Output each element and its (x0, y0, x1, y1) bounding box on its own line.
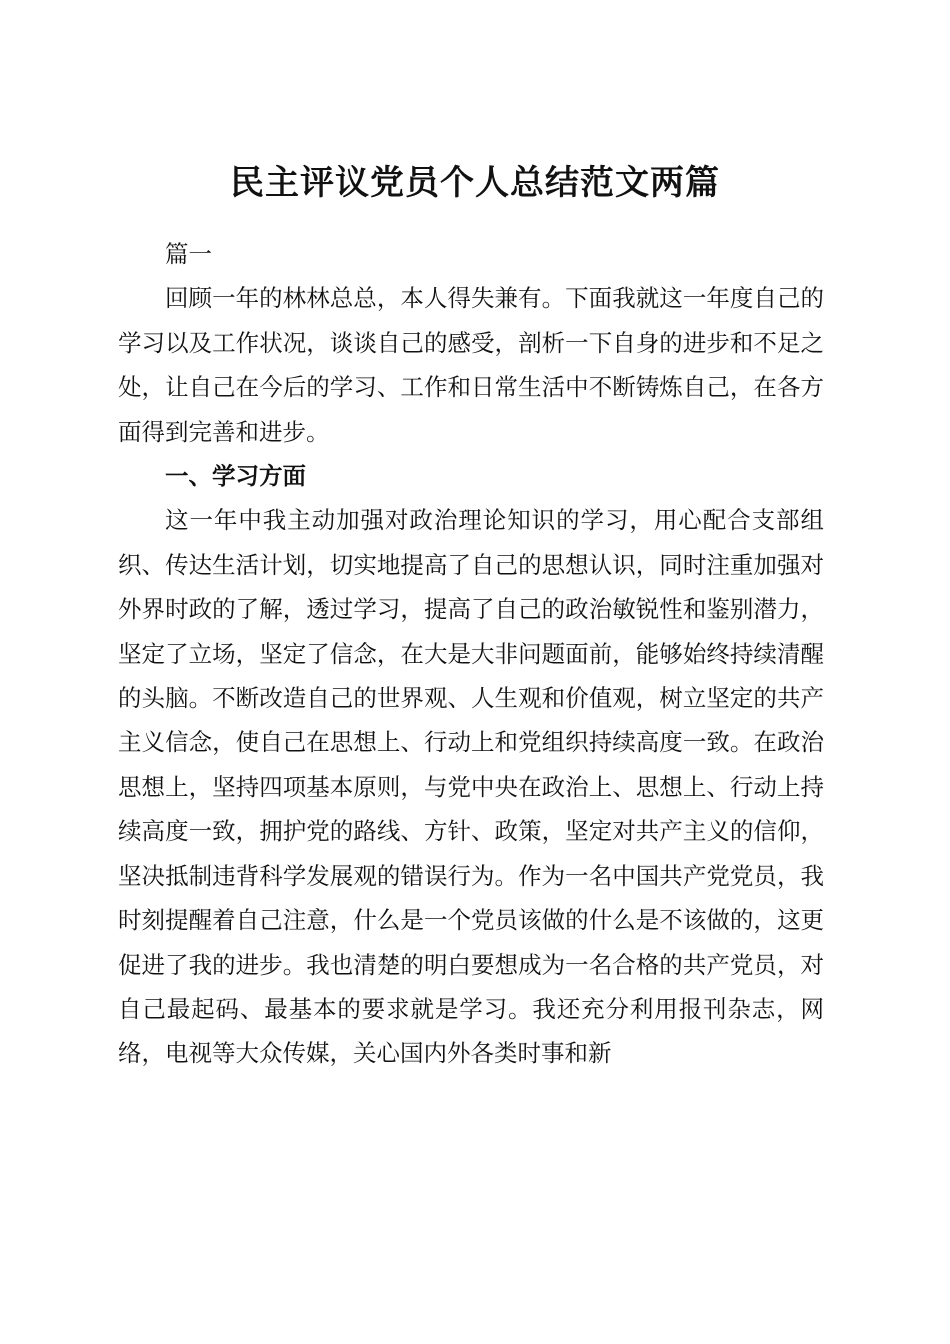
study-paragraph: 这一年中我主动加强对政治理论知识的学习，用心配合支部组织、传达生活计划，切实地提高了自己的思想认识，同时注重加强对外界时政的了解，透过学习，提高了自己的政治敏锐性和鉴别潜力，坚定了立场，坚定了信念，在大是大非问题面前，能够始终持续清醒的头脑。不断改造自己的世界观、人生观和价值观，树立坚定的共产主义信念，使自己在思想上、行动上和党组织持续高度一致。在政治思想上，坚持四项基本原则，与党中央在政治上、思想上、行动上持续高度一致，拥护党的路线、方针、政策，坚定对共产主义的信仰，坚决抵制违背科学发展观的错误行为。作为一名中国共产党党员，我时刻提醒着自己注意，什么是一个党员该做的什么是不该做的，这更促进了我的进步。我也清楚的明白要想成为一名合格的共产党员，对自己最起码、最基本的要求就是学习。我还充分利用报刊杂志，网络，电视等大众传媒，关心国内外各类时事和新 (118, 506, 824, 1068)
document-title: 民主评议党员个人总结范文两篇 (230, 162, 720, 203)
section-heading-study: 一、学习方面 (165, 462, 306, 491)
section-label: 篇一 (165, 240, 212, 268)
document-body (118, 232, 824, 1076)
intro-paragraph: 回顾一年的林林总总，本人得失兼有。下面我就这一年度自己的学习以及工作状况，谈谈自己的感受，剖析一下自身的进步和不足之处，让自己在今后的学习、工作和日常生活中不断铸炼自己，在各方面得到完善和进步。 (118, 284, 824, 446)
